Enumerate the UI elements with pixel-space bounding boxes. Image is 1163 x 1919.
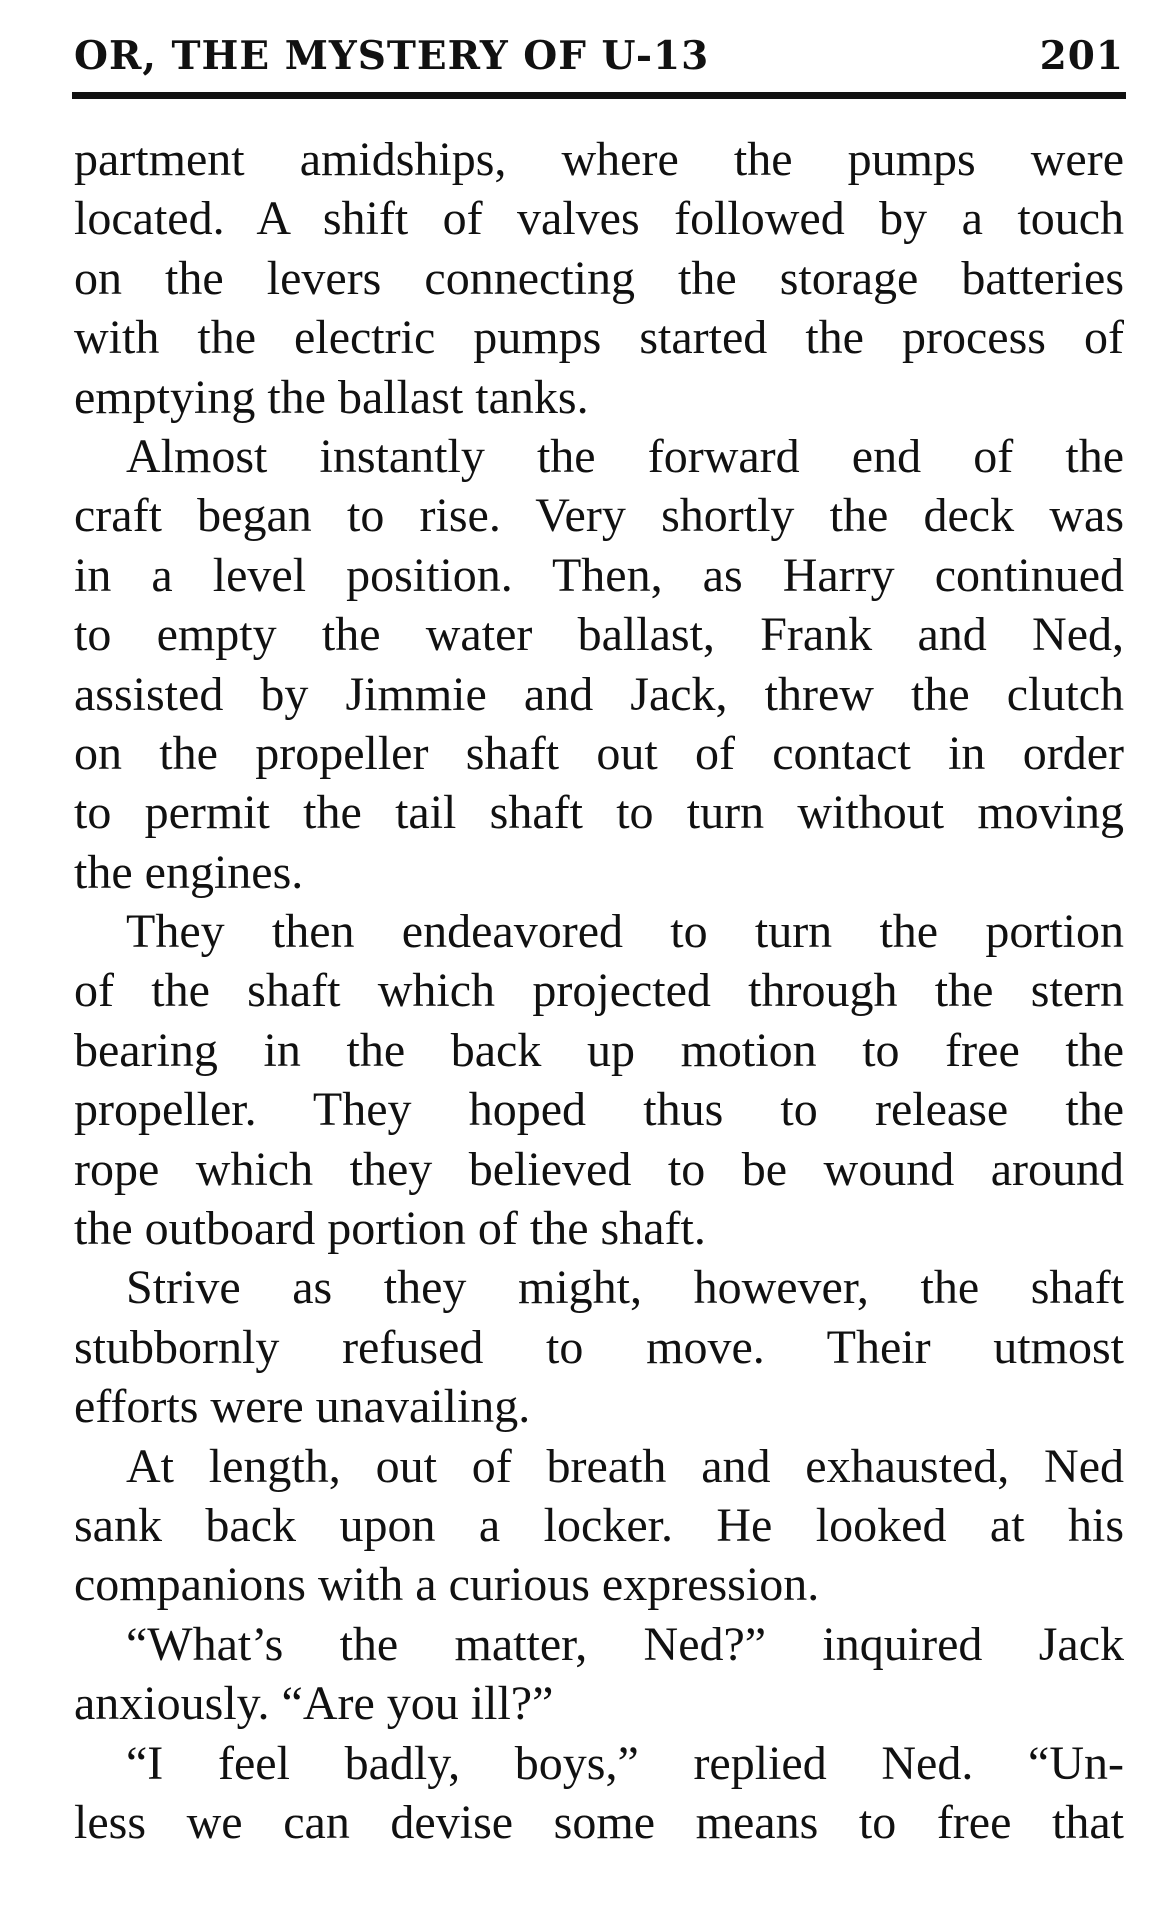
text-line: They then endeavored to turn the portion — [126, 905, 1124, 959]
text-line: efforts were unavailing. — [74, 1380, 531, 1434]
page-number: 201 — [1039, 33, 1124, 79]
text-line: on the levers connecting the storage batteries — [74, 251, 1124, 305]
text-line: “I feel badly, boys,” replied Ned. “Un- — [126, 1736, 1124, 1790]
running-head — [74, 28, 1124, 84]
text-line: less we can devise some means to free that — [74, 1795, 1124, 1849]
text-line: “What’s the matter, Ned?” inquired Jack — [126, 1617, 1124, 1671]
text-line: partment amidships, where the pumps were — [74, 133, 1124, 186]
text-line: companions with a curious expression. — [74, 1558, 820, 1612]
text-line: emptying the ballast tanks. — [74, 370, 589, 424]
text-line: sank back upon a locker. He looked at his — [74, 1498, 1124, 1552]
text-line: craft began to rise. Very shortly the deck was — [74, 489, 1124, 543]
text-line: of the shaft which projected through the stern — [74, 964, 1124, 1018]
text-line: Strive as they might, however, the shaft — [126, 1261, 1124, 1315]
text-line: with the electric pumps started the process of — [74, 311, 1124, 365]
header-rule — [72, 92, 1126, 99]
text-line: to permit the tail shaft to turn without moving — [74, 786, 1124, 840]
text-line: located. A shift of valves followed by a touch — [74, 192, 1124, 246]
text-line: the engines. — [74, 845, 304, 899]
text-line: At length, out of breath and exhausted, Ned — [126, 1439, 1124, 1493]
text-line: in a level position. Then, as Harry continued — [74, 548, 1124, 602]
text-line: Almost instantly the forward end of the — [126, 429, 1124, 483]
body-text — [74, 130, 1124, 1852]
text-line: on the propeller shaft out of contact in order — [74, 726, 1124, 780]
text-line: stubbornly refused to move. Their utmost — [74, 1320, 1124, 1374]
text-line: the outboard portion of the shaft. — [74, 1202, 706, 1256]
text-line: bearing in the back up motion to free the — [74, 1023, 1124, 1077]
text-line: to empty the water ballast, Frank and Ned, — [74, 608, 1124, 662]
text-line: rope which they believed to be wound around — [74, 1142, 1124, 1196]
text-line: propeller. They hoped thus to release the — [74, 1083, 1124, 1137]
running-title: OR, THE MYSTERY OF U-13 — [74, 33, 710, 79]
text-line: anxiously. “Are you ill?” — [74, 1677, 554, 1731]
text-line: assisted by Jimmie and Jack, threw the clutch — [74, 667, 1124, 721]
